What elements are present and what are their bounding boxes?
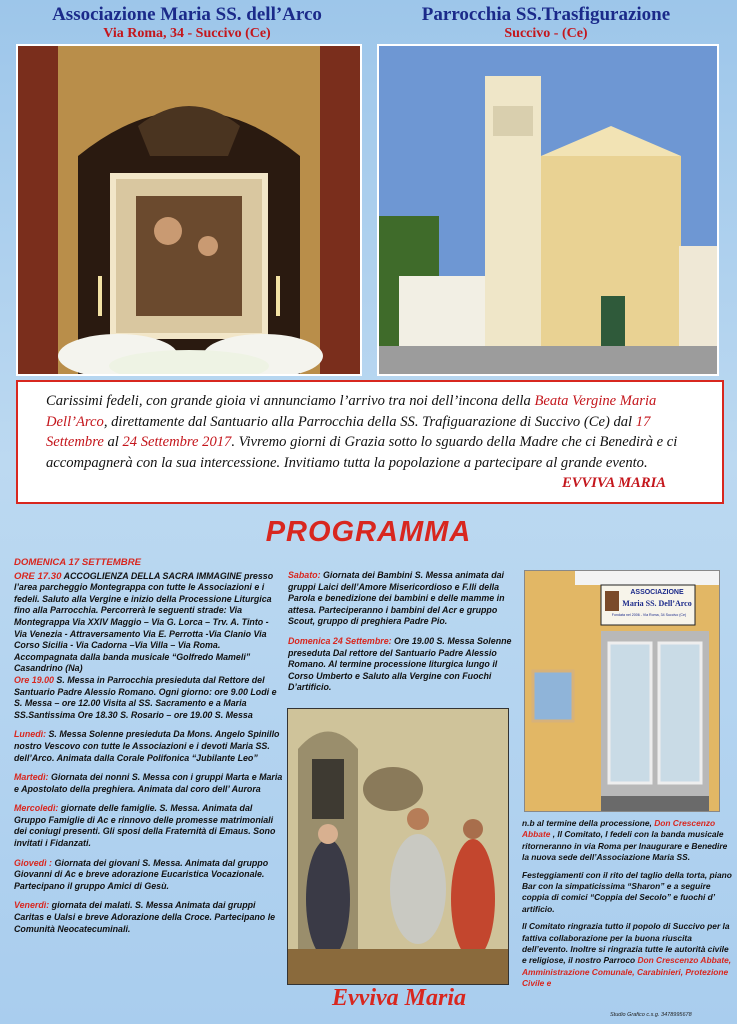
evviva-maria-caption: EVVIVA MARIA (562, 474, 666, 491)
association-sign-title: ASSOCIAZIONE (630, 589, 684, 596)
nb-text: n.b al termine della processione, (522, 818, 655, 828)
right-header-subtitle: Succivo - (Ce) (504, 26, 588, 41)
end-date: 24 Settembre 2017 (122, 434, 232, 450)
day1-text-2: S. Messa in Parrocchia presieduta dal Rettore del Santuario Padre Alessio Romano. Ogni giorno: ore 9.00 Lodi e S. Messa – ore 12.00 Visita al SS. Sacramento e a Maria SS.Santissima Ore 18.30 S. Rosario – ore 19.00 S. Messa (14, 674, 277, 720)
nb-priest: Don Crescenzo Abbate (522, 818, 716, 840)
day1-heading: DOMENICA 17 SETTEMBRE (14, 557, 142, 568)
association-door-photo (524, 570, 720, 812)
day1-time: ORE 17.30 (14, 570, 62, 582)
announcement-box (16, 380, 724, 504)
nb-text-2: , Il Comitato, I fedeli con la banda musicale ritorneranno in via Roma per Inaugurare e Benedire la nuova sede dell’Associazione Maria SS. (522, 829, 728, 863)
sunday-text: Ore 19.00 S. Messa Solenne preseduta Dal rettore del Santuario Padre Alessio Romano. Al termine processione liturgica lungo il Corso Umberto e Saluto alla Vergine con Fuochi D’artificio. (288, 635, 512, 693)
friday-heading: Venerdì: (14, 900, 50, 911)
thursday-text: Giornata dei giovani S. Messa. Animata dal gruppo Giovanni di Ac e breve adorazione Eucaristica Vocazionale. Partecipano il gruppo Amici di Gesù. (14, 857, 269, 891)
programma-heading: PROGRAMMA (265, 516, 472, 548)
association-sign-name: Maria SS. Dell’Arco (622, 599, 692, 608)
church-photo (377, 44, 719, 376)
tuesday-text: Giornata dei nonni S. Messa con i gruppi Marta e Maria e Apostolato della preghiera. Animata dal coro dell’ Aurora (14, 772, 283, 794)
day1-time-2: Ore 19.00 (14, 674, 54, 685)
start-date: 17 Settembre (46, 413, 651, 450)
program-column-1 (14, 557, 284, 943)
left-header-subtitle: Via Roma, 34 - Succivo (Ce) (103, 26, 271, 41)
friday-text: giornata dei malati. S. Messa Animata dai gruppi Caritas e Ualsi e breve Adorazione della Croce. Partecipano le Comunità Neocatecuminali. (14, 900, 276, 934)
studio-credit: Studio Grafico c.s.g. 3478995678 (610, 1012, 692, 1018)
thanks-names: Don Crescenzo Abbate, Amministrazione Comunale, Carabinieri, Protezione Civile e (522, 955, 732, 989)
announcement-text-2: , direttamente dal Santuario alla Parrocchia della SS. Trafiguarazione di Succivo (Ce) dal (103, 413, 636, 430)
festivities-text: Festeggiamenti con il rito del taglio della torta, piano Bar con la simpaticissima “Sharon” e a seguire coppia di comici “Coppia del Secolo” e fuochi d’ artificio. (522, 869, 732, 914)
program-column-3 (522, 818, 732, 998)
association-sign-address: Fondata nel 2006 - Via Roma, 34 Succivo (Ce) (611, 613, 687, 617)
day1-text: ACCOGLIENZA DELLA SACRA IMMAGINE presso l’area parcheggio Montegrappa con tutte le Associazioni e i fedeli. Saluto alla Vergine e inizio della Processione Liturgica fino alla Parrocchia. Percorrerà le seguenti strade: Via Montegrappa Via XXIV Maggio – Via G. Lorca – Trv. A. Tinto - Via Venezia - Attraversamento Via E. Perrotta -Via Clanio Via Corso Sicilia - Via Cadorna –Via Villa – Via Roma. Accompagnata dalla banda musicale “Golfredo Mameli” Casandrino (Na) (14, 570, 274, 674)
left-header-title: Associazione Maria SS. dell’Arco (52, 4, 322, 25)
tuesday-heading: Martedì: (14, 772, 49, 783)
thanks-text: Il Comitato ringrazia tutto il popolo di Succivo per la fattiva collaborazione per la buona riuscita dell’evento. Inoltre si ringrazia tutte le autorità civile e religiose, il nostro Parroco (522, 921, 730, 966)
saturday-text: Giornata dei Bambini S. Messa animata dai gruppi Laici dell’Amore Misericordioso e F.lli della Parola e benedizione dei bambini e delle mamme in attesa. Parteciperanno i bambini del Acr e gruppo Scout, gruppo di preghiera Padre Pio. (288, 570, 505, 627)
monday-heading: Lunedì: (14, 729, 47, 740)
right-header-title: Parrocchia SS.Trasfigurazione (421, 4, 671, 25)
wednesday-heading: Mercoledì: (14, 803, 59, 814)
announcement-text: Carissimi fedeli, con grande gioia vi annunciamo l’arrivo tra noi dell’incona della (46, 393, 535, 409)
saturday-heading: Sabato: (288, 570, 321, 580)
announcement-text-4: . Vivremo giorni di Grazia sotto lo sguardo della Madre che ci Benedirà e ci accompagnerà con la sua intercessione. Invitiamo tutta la popolazione a partecipare al grande evento. (46, 434, 678, 471)
sunday-heading: Domenica 24 Settembre: (288, 635, 392, 646)
evviva-maria-footer: Evviva Maria (332, 985, 466, 1011)
program-column-2 (288, 570, 520, 702)
procession-painting (287, 708, 509, 985)
announcement-icon-name: Beata Vergine Maria Dell’Arco (46, 393, 657, 430)
announcement-text-3: al (103, 434, 123, 450)
thursday-heading: Giovedì : (14, 857, 52, 868)
wednesday-text: giornate delle famiglie. S. Messa. Animata dal Gruppo Famiglie di Ac e rinnovo delle promesse matrimoniali dei coniugi presenti. Gli sposi della Fraternità di Emaus. Sono invitati i Fidanzati. (14, 803, 276, 849)
shrine-photo (16, 44, 362, 376)
monday-text: S. Messa Solenne presieduta Da Mons. Angelo Spinillo nostro Vescovo con tutte le Associazioni e i devoti Maria SS. dell’Arco. Animata dalla Corale Polifonica “Jubilante Leo” (14, 729, 280, 763)
